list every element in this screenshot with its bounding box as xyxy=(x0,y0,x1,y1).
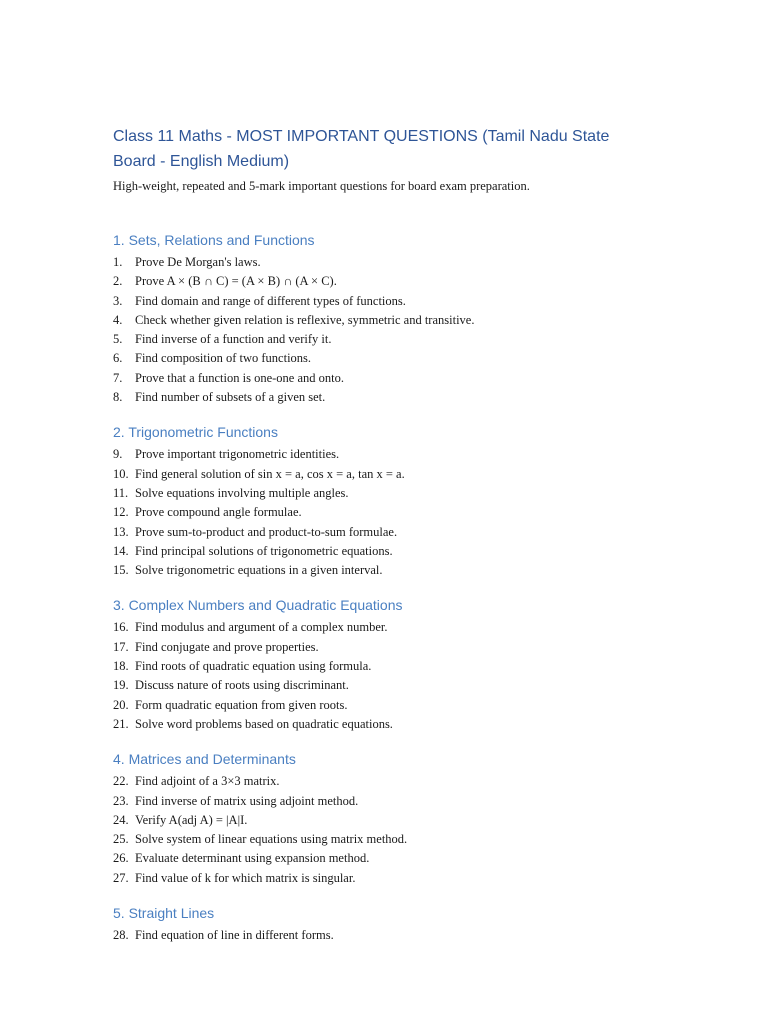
section-5 xyxy=(113,903,653,945)
section-heading: 3. Complex Numbers and Quadratic Equations xyxy=(113,597,403,614)
section-2 xyxy=(113,422,653,580)
question-item xyxy=(113,715,653,734)
question-list xyxy=(113,926,653,945)
question-text: Prove De Morgan's laws. xyxy=(135,255,261,269)
question-text: Solve word problems based on quadratic equations. xyxy=(135,716,393,731)
question-text: Find value of k for which matrix is singular. xyxy=(135,870,356,885)
question-number: 10. xyxy=(113,466,129,481)
section-heading: 5. Straight Lines xyxy=(113,905,215,922)
question-item xyxy=(113,523,653,542)
question-number: 6. xyxy=(113,351,123,366)
question-text: Find modulus and argument of a complex number. xyxy=(135,620,388,635)
question-item xyxy=(113,618,653,637)
question-text: Discuss nature of roots using discriminant. xyxy=(135,678,349,693)
question-text: Find composition of two functions. xyxy=(135,351,312,366)
question-text: Prove that a function is one-one and onto. xyxy=(135,370,344,385)
question-item xyxy=(113,926,653,945)
question-item xyxy=(113,542,653,561)
question-number: 26. xyxy=(113,851,129,866)
question-number: 17. xyxy=(113,639,129,654)
question-item xyxy=(113,849,653,868)
question-number: 3. xyxy=(113,293,123,308)
question-text: Find general solution of sin x = a, cos x = a, tan x = a. xyxy=(135,466,405,481)
question-number: 2. xyxy=(113,274,123,289)
question-item xyxy=(113,696,653,715)
document-subtitle: High-weight, repeated and 5-mark important questions for board exam preparation. xyxy=(113,179,530,193)
question-text: Solve trigonometric equations in a given interval. xyxy=(135,563,383,578)
question-item xyxy=(113,272,653,291)
question-text: Prove important trigonometric identities. xyxy=(135,447,340,462)
question-item xyxy=(113,292,653,311)
question-number: 1. xyxy=(113,255,123,269)
question-number: 20. xyxy=(113,697,129,712)
document-title: Class 11 Maths - MOST IMPORTANT QUESTIONS (Tamil Nadu State Board - English Medium) xyxy=(113,128,610,170)
question-item xyxy=(113,811,653,830)
question-item xyxy=(113,388,653,407)
question-text: Verify A(adj A) = |A|I. xyxy=(135,812,248,827)
question-number: 12. xyxy=(113,505,129,520)
section-heading: 1. Sets, Relations and Functions xyxy=(113,232,315,248)
question-number: 7. xyxy=(113,370,123,385)
question-item xyxy=(113,830,653,849)
question-number: 22. xyxy=(113,774,129,789)
document-content xyxy=(113,124,653,945)
question-text: Prove sum-to-product and product-to-sum formulae. xyxy=(135,524,398,539)
question-number: 13. xyxy=(113,524,129,539)
question-item xyxy=(113,869,653,888)
question-number: 24. xyxy=(113,812,129,827)
section-heading: 4. Matrices and Determinants xyxy=(113,751,296,768)
question-item xyxy=(113,253,653,272)
question-item xyxy=(113,369,653,388)
section-heading: 2. Trigonometric Functions xyxy=(113,424,278,441)
question-number: 25. xyxy=(113,832,129,847)
question-text: Find roots of quadratic equation using formula. xyxy=(135,659,372,674)
question-text: Solve equations involving multiple angles. xyxy=(135,485,349,500)
question-number: 21. xyxy=(113,716,129,731)
question-number: 11. xyxy=(113,485,129,500)
question-text: Find conjugate and prove properties. xyxy=(135,639,319,654)
question-list xyxy=(113,618,653,734)
question-item xyxy=(113,676,653,695)
question-text: Solve system of linear equations using matrix method. xyxy=(135,832,408,847)
question-item xyxy=(113,561,653,580)
question-number: 14. xyxy=(113,543,129,558)
question-item xyxy=(113,503,653,522)
question-list xyxy=(113,772,653,888)
question-text: Find inverse of a function and verify it. xyxy=(135,332,332,347)
question-number: 5. xyxy=(113,332,123,347)
question-text: Find inverse of matrix using adjoint method. xyxy=(135,793,359,808)
question-number: 4. xyxy=(113,312,123,327)
question-number: 18. xyxy=(113,659,129,674)
question-text: Prove compound angle formulae. xyxy=(135,505,302,520)
section-3 xyxy=(113,595,653,734)
question-list xyxy=(113,253,653,407)
question-text: Find adjoint of a 3×3 matrix. xyxy=(135,774,280,789)
question-text: Check whether given relation is reflexive, symmetric and transitive. xyxy=(135,312,475,327)
question-text: Find principal solutions of trigonometric equations. xyxy=(135,543,393,558)
question-item xyxy=(113,484,653,503)
question-number: 27. xyxy=(113,870,129,885)
question-number: 8. xyxy=(113,390,123,405)
question-number: 19. xyxy=(113,678,129,693)
question-text: Evaluate determinant using expansion method. xyxy=(135,851,370,866)
question-item xyxy=(113,330,653,349)
question-item xyxy=(113,638,653,657)
question-item xyxy=(113,792,653,811)
question-text: Prove A × (B ∩ C) = (A × B) ∩ (A × C). xyxy=(135,274,337,289)
question-item xyxy=(113,445,653,464)
question-number: 15. xyxy=(113,563,129,578)
question-text: Find domain and range of different types of functions. xyxy=(135,293,406,308)
question-item xyxy=(113,657,653,676)
question-text: Find equation of line in different forms. xyxy=(135,928,334,943)
question-number: 16. xyxy=(113,620,129,635)
question-list xyxy=(113,445,653,580)
question-text: Form quadratic equation from given roots. xyxy=(135,697,348,712)
question-item xyxy=(113,349,653,368)
question-item xyxy=(113,465,653,484)
sections-container xyxy=(113,230,653,945)
question-number: 9. xyxy=(113,447,123,462)
section-1 xyxy=(113,230,653,407)
question-text: Find number of subsets of a given set. xyxy=(135,390,326,405)
question-item xyxy=(113,772,653,791)
question-number: 28. xyxy=(113,928,129,943)
question-item xyxy=(113,311,653,330)
question-number: 23. xyxy=(113,793,129,808)
section-4 xyxy=(113,749,653,888)
